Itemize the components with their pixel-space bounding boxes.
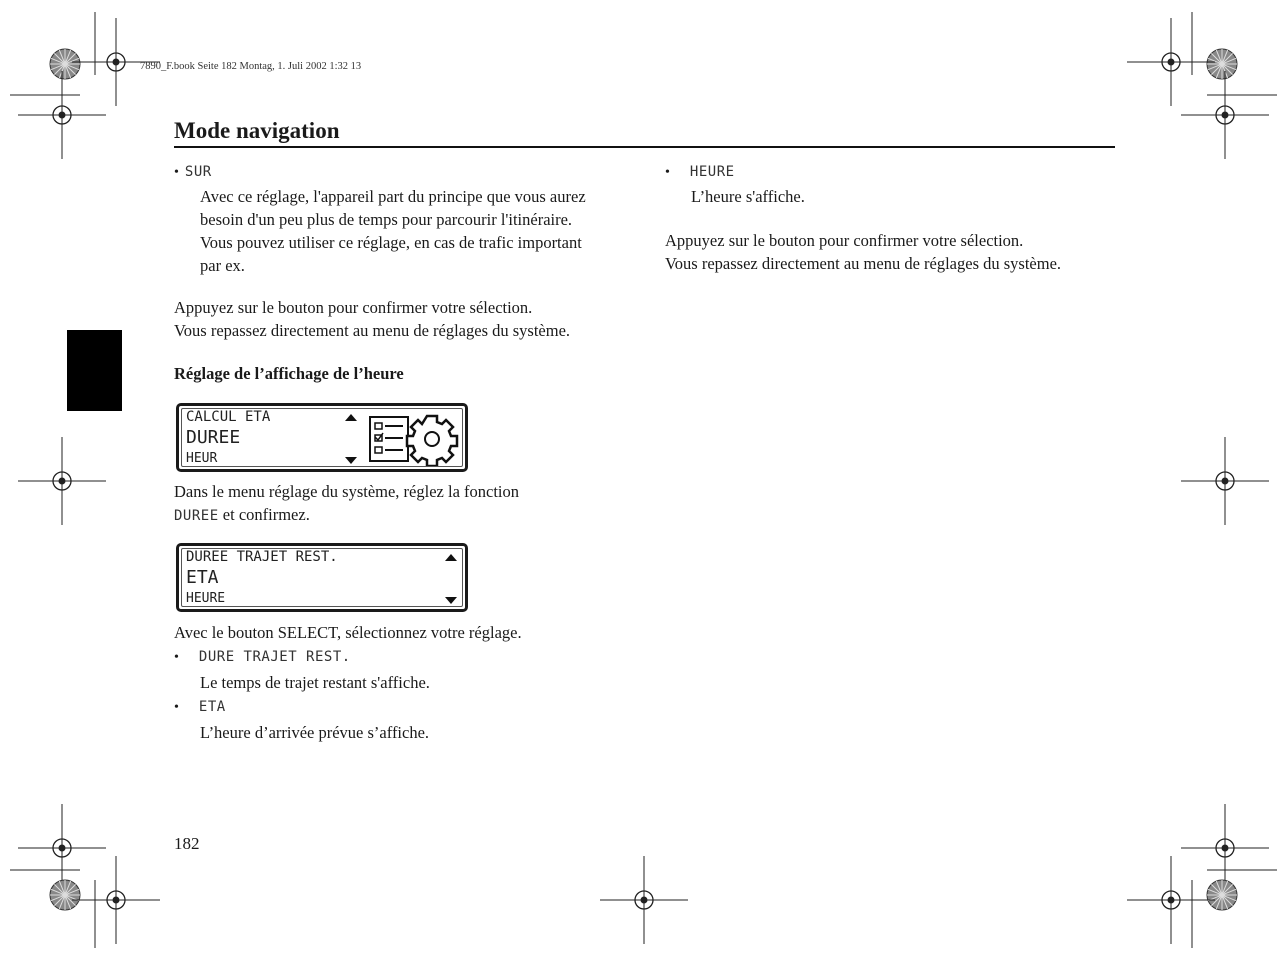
registration-crosshair-icon xyxy=(72,856,160,944)
sur-description: Avec ce réglage, l'appareil part du principe que vous aurez besoin d'un peu plus de temps pour parcourir l'itinéraire. Vous pouvez utiliser ce réglage, en cas de trafic important par ex. xyxy=(200,187,586,275)
option-item xyxy=(174,648,351,666)
option-description: Le temps de trajet restant s'affiche. xyxy=(200,673,430,692)
registration-crosshair-icon xyxy=(1181,804,1269,892)
lcd-line-1: CALCUL ETA xyxy=(186,409,271,425)
bullet: • xyxy=(174,165,179,180)
registration-crosshair-icon xyxy=(18,437,106,525)
option-code: ETA xyxy=(198,699,226,715)
lcd-line-2: ETA xyxy=(186,567,219,588)
arrow-down-icon xyxy=(345,457,357,464)
duree-code: DUREE xyxy=(174,508,219,524)
heure-option xyxy=(665,163,735,181)
thumb-tab xyxy=(67,330,122,411)
registration-crosshair-icon xyxy=(1127,856,1215,944)
confirm-paragraph-right: Appuyez sur le bouton pour confirmer votre sélection. Vous repassez directement au menu de réglages du système. xyxy=(665,231,1062,273)
arrow-up-icon xyxy=(345,414,357,421)
heure-description: L’heure s'affiche. xyxy=(691,187,805,206)
lcd-line-3: HEUR xyxy=(186,451,218,466)
lcd-line-1: DUREE TRAJET REST. xyxy=(186,549,338,565)
bullet: • xyxy=(174,650,179,665)
registration-crosshair-icon xyxy=(1181,71,1269,159)
color-wheel-icon xyxy=(50,49,80,79)
chapter-title: Mode navigation xyxy=(174,118,340,143)
registration-crosshair-icon xyxy=(1127,18,1215,106)
settings-list-icon xyxy=(369,416,409,462)
option-code: DURE TRAJET REST. xyxy=(198,649,351,665)
sur-code: SUR xyxy=(184,164,212,180)
section-heading: Réglage de l’affichage de l’heure xyxy=(174,364,404,383)
option-item xyxy=(174,698,226,716)
page-number: 182 xyxy=(174,834,200,853)
color-wheel-icon xyxy=(1207,49,1237,79)
registration-crosshair-icon xyxy=(18,71,106,159)
bullet: • xyxy=(174,700,179,715)
confirm-paragraph-left: Appuyez sur le bouton pour confirmer votre sélection. Vous repassez directement au menu de réglages du système. xyxy=(174,298,571,340)
heure-code: HEURE xyxy=(689,164,735,180)
title-rule xyxy=(174,146,1115,148)
lcd-line-3: HEURE xyxy=(186,591,226,606)
instruction-paragraph-1: Dans le menu réglage du système, réglez la fonction DUREE et confirmez. xyxy=(174,482,520,524)
color-wheel-icon xyxy=(50,880,80,910)
file-info: 7890_F.book Seite 182 Montag, 1. Juli 2002 1:32 13 xyxy=(140,61,362,72)
lcd-display-options xyxy=(176,543,468,612)
lcd-display-menu xyxy=(176,403,468,472)
sur-option xyxy=(174,163,212,181)
arrow-down-icon xyxy=(445,597,457,604)
registration-crosshair-icon xyxy=(18,804,106,892)
instruction-paragraph-2: Avec le bouton SELECT, sélectionnez votre réglage. xyxy=(174,623,522,642)
bullet: • xyxy=(665,165,670,180)
registration-crosshair-icon xyxy=(1181,437,1269,525)
gear-icon xyxy=(405,412,461,466)
option-description: L’heure d’arrivée prévue s’affiche. xyxy=(200,723,430,742)
arrow-up-icon xyxy=(445,554,457,561)
color-wheel-icon xyxy=(1207,880,1237,910)
registration-crosshair-icon xyxy=(600,856,688,944)
lcd-line-2: DUREE xyxy=(186,427,241,448)
